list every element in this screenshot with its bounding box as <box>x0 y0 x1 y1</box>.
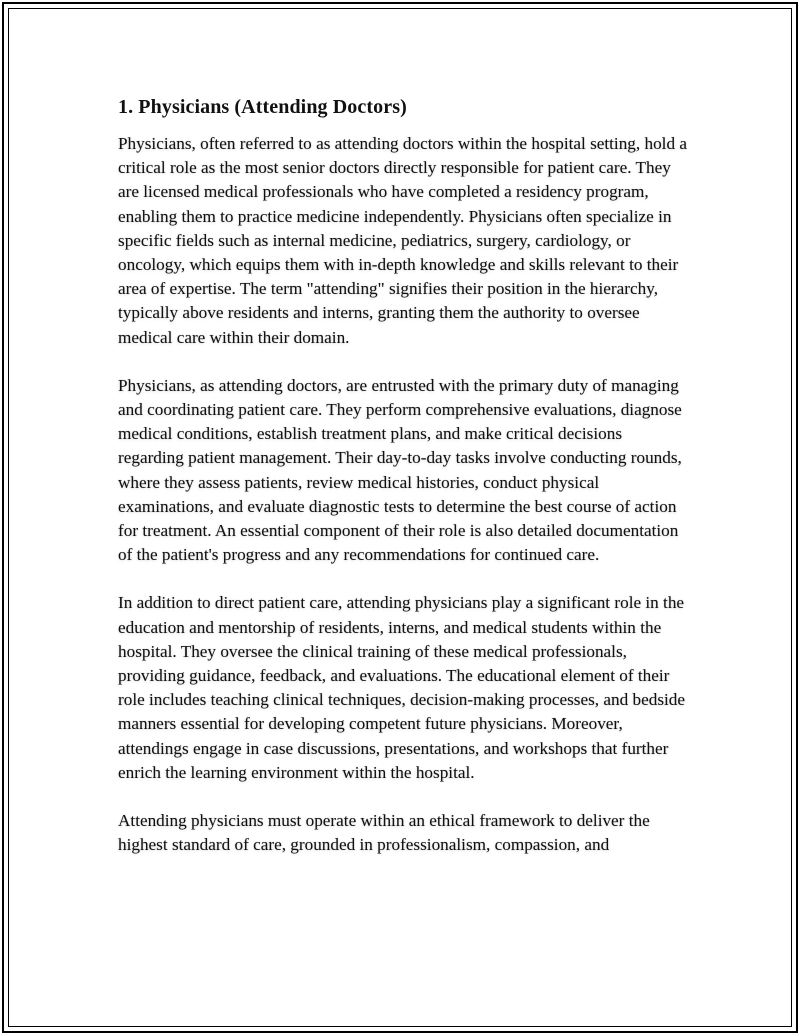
paragraph-4: Attending physicians must operate within an ethical framework to deliver the highest standard of care, grounded in professionalism, compassion, and <box>118 811 650 855</box>
document-body <box>118 94 690 881</box>
paragraph-3: In addition to direct patient care, attending physicians play a significant role in the education and mentorship of residents, interns, and medical students within the hospital. They oversee the clinical training of these medical professionals, providing guidance, feedback, and evaluations. The educational element of their role includes teaching clinical techniques, decision-making processes, and bedside manners essential for developing competent future physicians. Moreover, attendings engage in case discussions, presentations, and workshops that further enrich the learning environment within the hospital. <box>118 593 686 782</box>
section-heading: 1. Physicians (Attending Doctors) <box>118 96 407 118</box>
paragraph-2: Physicians, as attending doctors, are entrusted with the primary duty of managing and coordinating patient care. They perform comprehensive evaluations, diagnose medical conditions, establish treatment plans, and make critical decisions regarding patient management. Their day-to-day tasks involve conducting rounds, where they assess patients, review medical histories, conduct physical examinations, and evaluate diagnostic tests to determine the best course of action for treatment. An essential component of their role is also detailed documentation of the patient's progress and any recommendations for continued care. <box>118 375 682 565</box>
paragraph-1: Physicians, often referred to as attending doctors within the hospital setting, hold a critical role as the most senior doctors directly responsible for patient care. They are licensed medical professionals who have completed a residency program, enabling them to practice medicine independently. Physicians often specialize in specific fields such as internal medicine, pediatrics, surgery, cardiology, or oncology, which equips them with in-depth knowledge and skills relevant to their area of expertise. The term "attending" signifies their position in the hierarchy, typically above residents and interns, granting them the authority to oversee medical care within their domain. <box>118 134 687 347</box>
